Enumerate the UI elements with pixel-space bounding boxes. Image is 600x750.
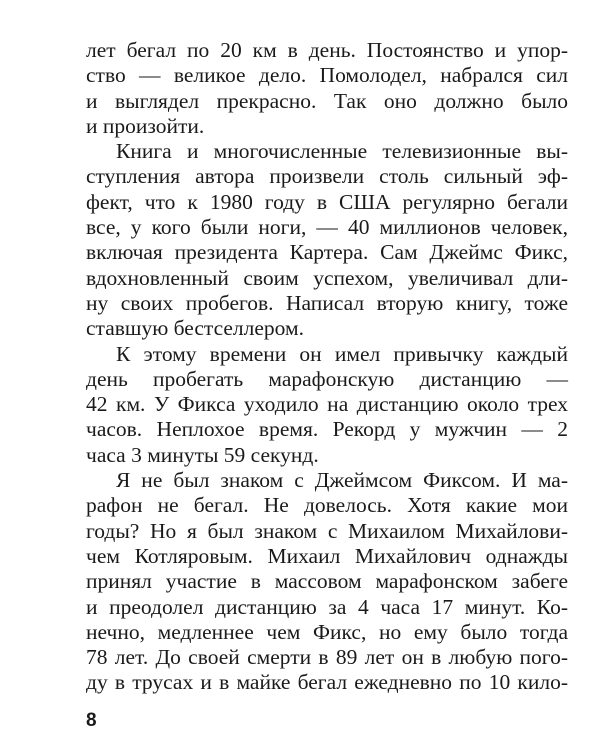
- text-line: ступления автора произвели столь сильный эф-: [86, 164, 568, 189]
- text-line: и преодолел дистанцию за 4 часа 17 минут. Ко-: [86, 594, 568, 619]
- text-line: день пробегать марафонскую дистанцию —: [86, 366, 568, 391]
- text-line: ство — великое дело. Помолодел, набрался сил: [86, 63, 568, 88]
- text-line: 78 лет. До своей смерти в 89 лет он в любую пого-: [86, 645, 568, 670]
- page-number: 8: [86, 710, 97, 731]
- text-line: нечно, медленнее чем Фикс, но ему было тогда: [86, 619, 568, 644]
- text-line: часов. Неплохое время. Рекорд у мужчин — 2: [86, 417, 568, 442]
- text-line: рафон не бегал. Не довелось. Хотя какие мои: [86, 493, 568, 518]
- text-line: чем Котляровым. Михаил Михайлович однажды: [86, 543, 568, 568]
- text-line: принял участие в массовом марафонском забеге: [86, 569, 568, 594]
- text-line: ду в трусах и в майке бегал ежедневно по 10 кило-: [86, 670, 568, 695]
- text-line: К этому времени он имел привычку каждый: [116, 341, 568, 366]
- text-line: все, у кого были ноги, — 40 миллионов человек,: [86, 215, 568, 240]
- book-page-text: [86, 38, 568, 696]
- text-line: Книга и многочисленные телевизионные вы-: [116, 139, 568, 164]
- paragraph: [86, 139, 568, 341]
- text-line: лет бегал по 20 км в день. Постоянство и упор-: [86, 38, 568, 62]
- text-line: годы? Но я был знаком с Михаилом Михайлови-: [86, 518, 568, 543]
- text-line: вдохновленный своим успехом, увеличивал дли-: [86, 265, 568, 290]
- paragraph: [86, 342, 568, 468]
- text-line: Я не был знаком с Джеймсом Фиксом. И ма-: [116, 468, 568, 493]
- text-line: ставшую бестселлером.: [86, 316, 304, 341]
- text-line: часа 3 минуты 59 секунд.: [86, 442, 319, 467]
- paragraph: [86, 38, 568, 139]
- text-line: 42 км. У Фикса уходило на дистанцию около трех: [86, 392, 568, 417]
- text-line: ну своих пробегов. Написал вторую книгу, тоже: [86, 290, 568, 315]
- text-line: включая президента Картера. Сам Джеймс Фикс,: [86, 240, 568, 265]
- paragraph: [86, 468, 568, 696]
- text-line: фект, что к 1980 году в США регулярно бегали: [86, 189, 568, 214]
- text-line: и произойти.: [86, 113, 205, 138]
- text-line: и выглядел прекрасно. Так оно должно было: [86, 88, 568, 113]
